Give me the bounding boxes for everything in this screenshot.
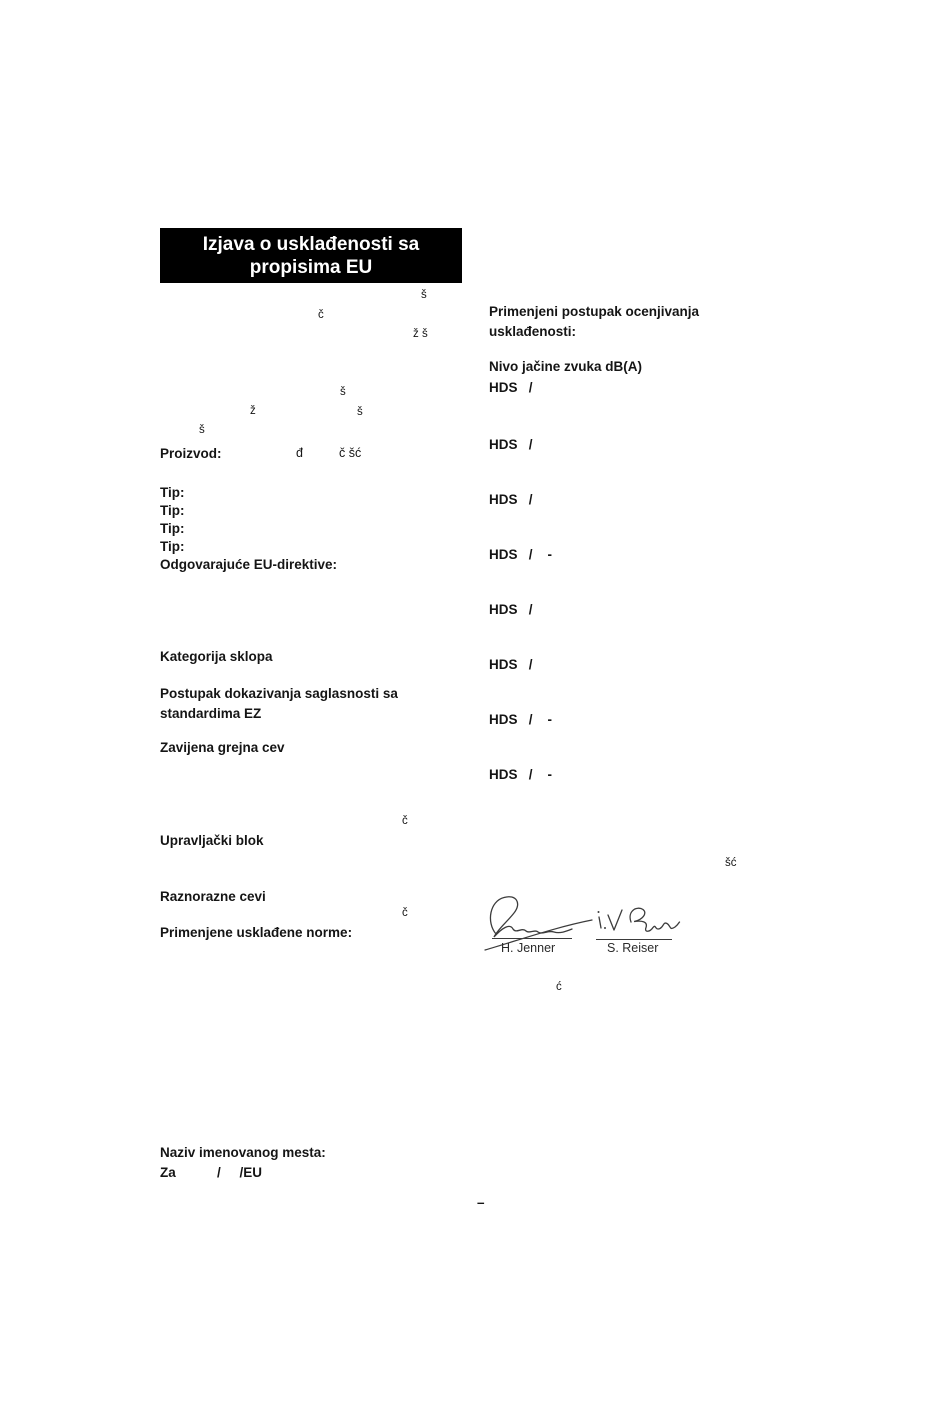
reiser-signature	[593, 905, 681, 939]
hds-model-line: HDS /	[489, 602, 533, 617]
conformity-procedure-line2: standardima EZ	[160, 706, 262, 721]
stray-char: č šć	[339, 446, 362, 460]
stray-char: č	[318, 309, 324, 321]
conformity-procedure-line1: Postupak dokazivanja saglasnosti sa	[160, 686, 398, 701]
stray-char: đ	[296, 446, 303, 460]
signature-line	[492, 938, 572, 939]
assembly-category-label: Kategorija sklopa	[160, 649, 273, 664]
stray-char: ž	[250, 405, 256, 417]
sound-level-label: Nivo jačine zvuka dB(A)	[489, 359, 643, 374]
stray-char: ž š	[413, 328, 428, 340]
jenner-name-label: H. Jenner	[501, 941, 556, 955]
stray-char: ć	[556, 981, 562, 993]
hds-model-line: HDS / -	[489, 712, 553, 727]
declaration-title-line2: propisima EU	[249, 257, 373, 278]
hds-model-line: HDS /	[489, 492, 533, 507]
applied-norms-label: Primenjene usklađene norme:	[160, 925, 353, 940]
stray-char: šć	[725, 857, 737, 869]
type-label-4: Tip:	[160, 539, 185, 554]
type-label-1: Tip:	[160, 485, 185, 500]
signature-line	[596, 939, 672, 940]
misc-pipes-label: Raznorazne cevi	[160, 889, 266, 904]
footer-dash: –	[477, 1195, 485, 1210]
assessment-procedure-line1: Primenjeni postupak ocenjivanja	[489, 304, 700, 319]
hds-model-line: HDS /	[489, 380, 533, 395]
eu-directives-label: Odgovarajuće EU-direktive:	[160, 557, 338, 572]
hds-model-line: HDS / -	[489, 547, 553, 562]
stray-char: š	[357, 406, 363, 418]
stray-char: š	[340, 386, 346, 398]
assessment-procedure-line2: usklađenosti:	[489, 324, 577, 339]
hds-model-line: HDS /	[489, 437, 533, 452]
stray-char: č	[402, 815, 408, 827]
type-label-3: Tip:	[160, 521, 185, 536]
stray-char: š	[199, 424, 205, 436]
hds-model-line: HDS /	[489, 657, 533, 672]
za-eu-line: Za / /EU	[160, 1165, 263, 1180]
product-label: Proizvod:	[160, 446, 222, 461]
notified-body-label: Naziv imenovanog mesta:	[160, 1145, 326, 1160]
reiser-signature-icon	[593, 905, 681, 939]
stray-char: č	[402, 907, 408, 919]
declaration-title-box	[160, 228, 462, 283]
heating-coil-label: Zavijena grejna cev	[160, 740, 285, 755]
type-label-2: Tip:	[160, 503, 185, 518]
reiser-name-label: S. Reiser	[607, 941, 659, 955]
stray-char: š	[421, 289, 427, 301]
declaration-title-line1: Izjava o usklađenosti sa	[202, 234, 420, 255]
control-block-label: Upravljački blok	[160, 833, 264, 848]
hds-model-line: HDS / -	[489, 767, 553, 782]
